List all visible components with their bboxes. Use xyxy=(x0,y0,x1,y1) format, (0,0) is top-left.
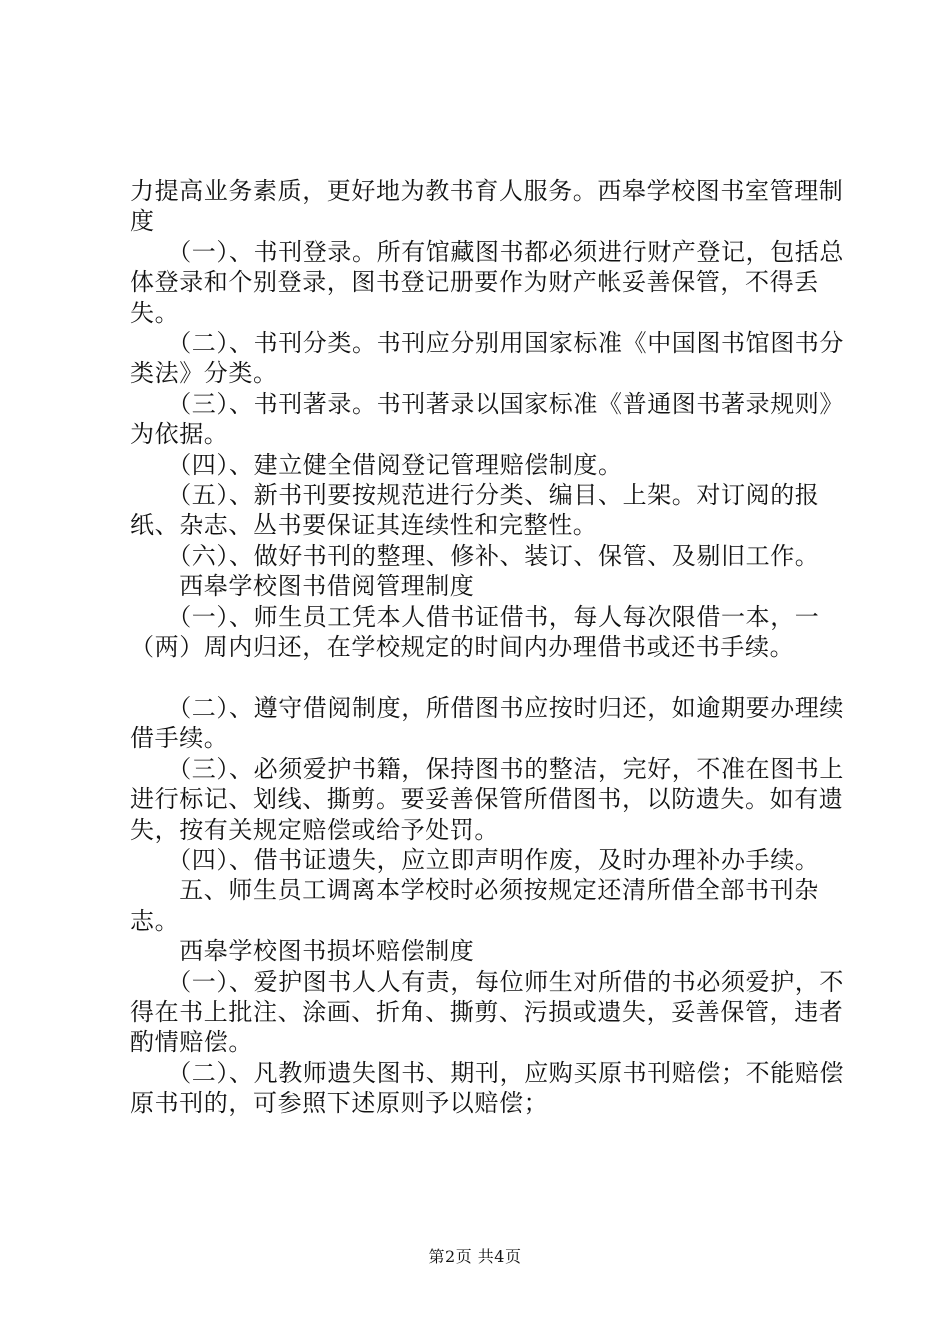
section-heading: 西皋学校图书损坏赔偿制度 xyxy=(130,937,475,966)
paragraph: （四）、借书证遗失，应立即声明作废，及时办理补办手续。 xyxy=(130,845,820,874)
paragraph: （六）、做好书刊的整理、修补、装订、保管、及剔旧工作。 xyxy=(130,541,820,570)
paragraph: 力提高业务素质，更好地为教书育人服务。西皋学校图书室管理制度 xyxy=(130,177,844,236)
document-body xyxy=(130,176,850,1119)
paragraph: （二）、凡教师遗失图书、期刊，应购买原书刊赔偿；不能赔偿原书刊的，可参照下述原则予以赔偿； xyxy=(130,1058,844,1118)
paragraph: （二）、书刊分类。书刊应分别用国家标准《中国图书馆图书分类法》分类。 xyxy=(130,329,844,388)
paragraph: 五、师生员工调离本学校时必须按规定还清所借全部书刊杂志。 xyxy=(130,876,819,935)
page-number-footer: 第2页 共4页 xyxy=(428,1247,522,1266)
paragraph: （四）、建立健全借阅登记管理赔偿制度。 xyxy=(130,450,623,479)
blank-line xyxy=(130,663,850,693)
paragraph: （三）、书刊著录。书刊著录以国家标准《普通图书著录规则》为依据。 xyxy=(130,389,844,449)
paragraph: （一）、爱护图书人人有责，每位师生对所借的书必须爱护，不得在书上批注、涂画、折角、撕剪、污损或遗失，妥善保管，违者酌情赔偿。 xyxy=(130,967,844,1057)
paragraph: （三）、必须爱护书籍，保持图书的整洁，完好，不准在图书上进行标记、划线、撕剪。要妥善保管所借图书，以防遗失。如有遗失，按有关规定赔偿或给予处罚。 xyxy=(130,754,844,844)
paragraph: （一）、师生员工凭本人借书证借书，每人每次限借一本，一（两）周内归还，在学校规定的时间内办理借书或还书手续。 xyxy=(130,602,820,662)
paragraph: （一）、书刊登录。所有馆藏图书都必须进行财产登记，包括总体登录和个别登录，图书登记册要作为财产帐妥善保管，不得丢失。 xyxy=(130,237,844,327)
paragraph: （二）、遵守借阅制度，所借图书应按时归还，如逾期要办理续借手续。 xyxy=(130,693,844,753)
section-heading: 西皋学校图书借阅管理制度 xyxy=(130,572,475,601)
paragraph: （五）、新书刊要按规范进行分类、编目、上架。对订阅的报纸、杂志、丛书要保证其连续性和完整性。 xyxy=(130,481,820,540)
